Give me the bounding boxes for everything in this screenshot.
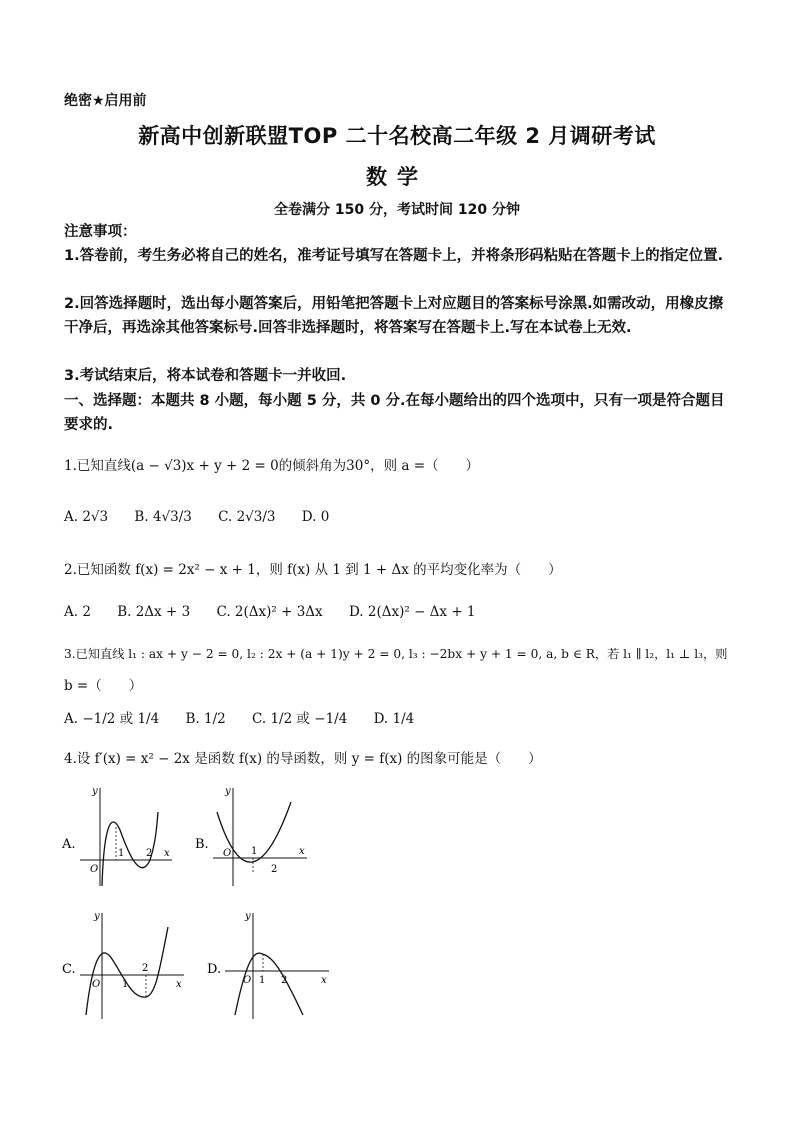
- svg-text:y: y: [245, 911, 251, 922]
- svg-text:O: O: [90, 864, 99, 875]
- exam-title: 新高中创新联盟TOP 二十名校高二年级 2 月调研考试: [138, 124, 656, 148]
- notes-heading: 注意事项：: [64, 224, 137, 240]
- graph-c-curve: [86, 927, 168, 1015]
- q1-option-b[interactable]: B. 4√3/3: [134, 508, 192, 525]
- q3-option-c[interactable]: C. 1/2 或 −1/4: [252, 710, 348, 727]
- svg-text:O: O: [92, 979, 101, 990]
- question-3-line-2: b =（ ）: [64, 678, 143, 694]
- svg-text:1: 1: [251, 846, 258, 857]
- svg-text:x: x: [299, 846, 305, 857]
- note-item-3: 3.考试结束后，将本试卷和答题卡一并收回.: [64, 368, 347, 384]
- svg-text:O: O: [223, 848, 232, 859]
- svg-text:1: 1: [118, 848, 125, 859]
- svg-text:1: 1: [259, 975, 266, 986]
- q1-option-a[interactable]: A. 2√3: [64, 508, 109, 525]
- q2-options: [64, 600, 736, 623]
- q2-option-b[interactable]: B. 2Δx + 3: [117, 603, 191, 620]
- question-1: 1.已知直线(a − √3)x + y + 2 = 0的倾斜角为30°，则 a =（ ）: [64, 458, 480, 474]
- note-item-2: 2.回答选择题时，选出每小题答案后，用铅笔把答题卡上对应题目的答案标号涂黑.如需改动，用橡皮擦干净后，再选涂其他答案标号.回答非选择题时，将答案写在答题卡上.写在本试卷上无效.: [64, 296, 724, 336]
- q1-angle: 30°: [346, 458, 371, 474]
- q1-option-c[interactable]: C. 2√3/3: [218, 508, 276, 525]
- q2-option-c[interactable]: C. 2(Δx)² + 3Δx: [216, 603, 323, 620]
- subject-title: 数学: [366, 165, 428, 189]
- graph-b[interactable]: [195, 782, 315, 892]
- svg-text:1: 1: [122, 979, 129, 990]
- q3-option-b[interactable]: B. 1/2: [185, 710, 226, 727]
- graph-d-label: D.: [207, 962, 222, 977]
- svg-text:x: x: [176, 979, 182, 990]
- q2-option-a[interactable]: A. 2: [64, 603, 91, 620]
- graph-a[interactable]: [60, 782, 180, 892]
- graph-b-label: B.: [195, 837, 209, 852]
- question-2: 2.已知函数 f(x) = 2x² − x + 1，则 f(x) 从 1 到 1 + Δx 的平均变化率为（ ）: [64, 562, 562, 578]
- svg-text:2: 2: [271, 864, 278, 875]
- svg-text:2: 2: [146, 848, 153, 859]
- svg-text:y: y: [94, 911, 100, 922]
- svg-text:O: O: [243, 975, 252, 986]
- svg-text:x: x: [164, 848, 170, 859]
- svg-text:2: 2: [142, 963, 149, 974]
- q1-line-equation: (a − √3)x + y + 2 = 0: [130, 458, 279, 474]
- q2-function: f(x) = 2x² − x + 1: [135, 562, 256, 578]
- note-item-1: 1.答卷前，考生务必将自己的姓名，准考证号填写在答题卡上，并将条形码粘贴在答题卡上的指定位置.: [64, 248, 724, 264]
- q3-options: [64, 707, 736, 730]
- graph-d[interactable]: [205, 907, 335, 1025]
- svg-text:y: y: [225, 786, 231, 797]
- q1-options: [64, 505, 736, 528]
- graph-c-label: C.: [62, 962, 76, 977]
- graph-c[interactable]: [60, 907, 190, 1025]
- svg-text:x: x: [321, 975, 327, 986]
- svg-text:y: y: [92, 786, 98, 797]
- svg-text:2: 2: [281, 975, 288, 986]
- q3-option-d[interactable]: D. 1/4: [373, 710, 415, 727]
- confidential-label: 绝密★启用前: [64, 93, 147, 109]
- q2-option-d[interactable]: D. 2(Δx)² − Δx + 1: [348, 603, 476, 620]
- q3-option-a[interactable]: A. −1/2 或 1/4: [64, 710, 160, 727]
- q1-option-d[interactable]: D. 0: [301, 508, 330, 525]
- score-info: 全卷满分 150 分，考试时间 120 分钟: [274, 202, 520, 218]
- question-4: 4.设 f′(x) = x² − 2x 是函数 f(x) 的导函数，则 y = f(x) 的图象可能是（ ）: [64, 751, 542, 767]
- section-heading: 一、选择题：本题共 8 小题，每小题 5 分，共 0 分.在每小题给出的四个选项中，只有一项是符合题目要求的.: [64, 393, 725, 433]
- question-3-line-1: 3.已知直线 l₁ : ax + y − 2 = 0, l₂ : 2x + (a + 1)y + 2 = 0, l₃ : −2bx + y + 1 = 0, a, b ∈ R，若 l₁ ∥ l₂，l₁ ⊥ l₃，则: [64, 647, 728, 661]
- graph-a-label: A.: [62, 837, 76, 852]
